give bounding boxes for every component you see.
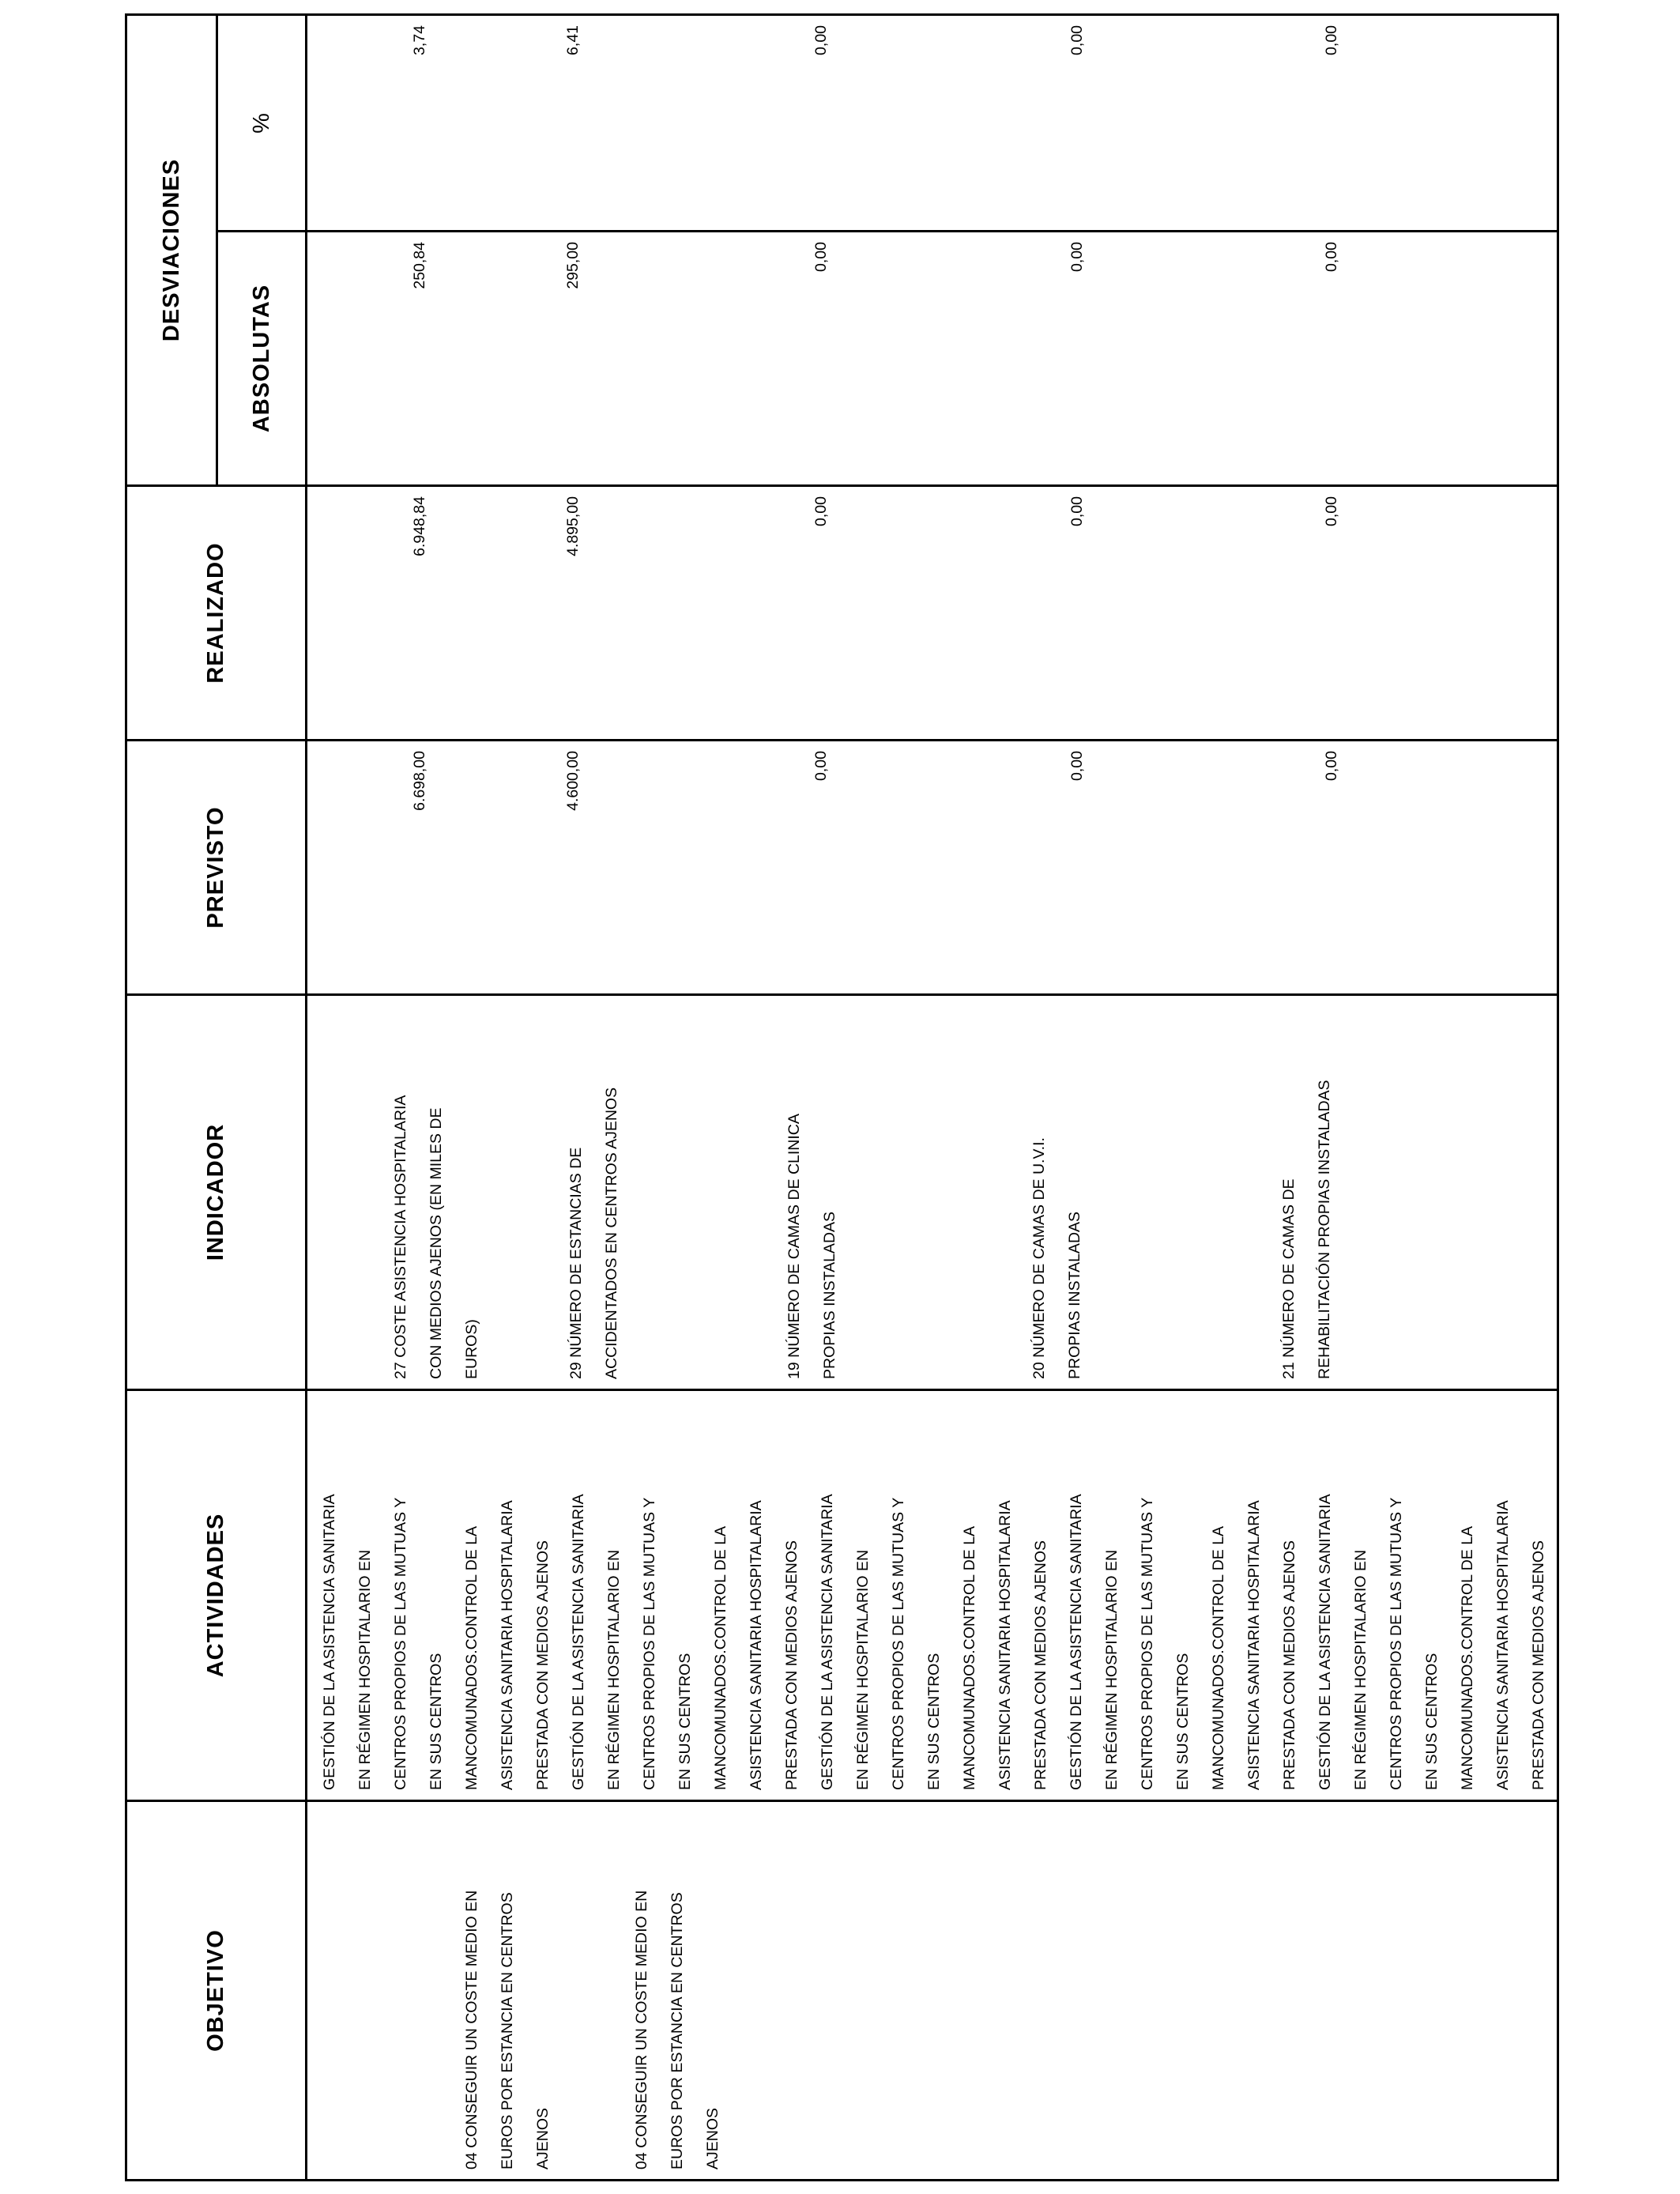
indicators-table	[125, 13, 1559, 2181]
objetivo-text: 04 CONSEGUIR UN COSTE MEDIO EN EUROS POR ESTANCIA EN CENTROS AJENOS	[633, 1890, 721, 2169]
realizado-value: 6.948,84	[411, 496, 428, 556]
indicador-text: 21 NÚMERO DE CAMAS DE REHABILITACIÓN PROPIAS INSTALADAS	[1280, 1080, 1333, 1379]
absolutas-value: 295,00	[564, 242, 582, 289]
previsto-value: 0,00	[1068, 751, 1086, 781]
absolutas-value: 0,00	[1068, 242, 1086, 272]
objetivo-text: 04 CONSEGUIR UN COSTE MEDIO EN EUROS POR ESTANCIA EN CENTROS AJENOS	[463, 1890, 552, 2169]
actividades-text: GESTIÓN DE LA ASISTENCIA SANITARIA EN RÉGIMEN HOSPITALARIO EN CENTROS PROPIOS DE LAS MUTUAS Y EN SUS CENTROS MANCOMUNADOS.CONTROL DE LA ASISTENCIA SANITARIA HOSPITALARIA PRESTADA CON MEDIOS AJENOS	[1317, 1494, 1547, 1790]
table-row	[307, 14, 1558, 2180]
absolutas-value: 250,84	[411, 242, 428, 289]
indicador-cell	[307, 995, 1558, 1390]
actividades-text: GESTIÓN DE LA ASISTENCIA SANITARIA EN RÉGIMEN HOSPITALARIO EN CENTROS PROPIOS DE LAS MUTUAS Y EN SUS CENTROS MANCOMUNADOS.CONTROL DE LA ASISTENCIA SANITARIA HOSPITALARIA PRESTADA CON MEDIOS AJENOS	[570, 1494, 800, 1790]
actividades-text: GESTIÓN DE LA ASISTENCIA SANITARIA EN RÉGIMEN HOSPITALARIO EN CENTROS PROPIOS DE LAS MUTUAS Y EN SUS CENTROS MANCOMUNADOS.CONTROL DE LA ASISTENCIA SANITARIA HOSPITALARIA PRESTADA CON MEDIOS AJENOS	[321, 1494, 552, 1790]
actividades-text: GESTIÓN DE LA ASISTENCIA SANITARIA EN RÉGIMEN HOSPITALARIO EN CENTROS PROPIOS DE LAS MUTUAS Y EN SUS CENTROS MANCOMUNADOS.CONTROL DE LA ASISTENCIA SANITARIA HOSPITALARIA PRESTADA CON MEDIOS AJENOS	[819, 1494, 1049, 1790]
previsto-value: 6.698,00	[411, 751, 428, 811]
previsto-value: 0,00	[1323, 751, 1340, 781]
header-desviaciones: DESVIACIONES	[126, 14, 217, 485]
absolutas-value: 0,00	[812, 242, 830, 272]
porcentaje-cell	[307, 14, 1558, 231]
indicador-text: 20 NÚMERO DE CAMAS DE U.V.I. PROPIAS INSTALADAS	[1030, 1137, 1083, 1379]
header-objetivo: OBJETIVO	[126, 1801, 307, 2181]
actividades-cell	[307, 1390, 1558, 1801]
actividades-text: GESTIÓN DE LA ASISTENCIA SANITARIA EN RÉGIMEN HOSPITALARIO EN CENTROS PROPIOS DE LAS MUTUAS Y EN SUS CENTROS MANCOMUNADOS.CONTROL DE LA ASISTENCIA SANITARIA HOSPITALARIA PRESTADA CON MEDIOS AJENOS	[1068, 1494, 1298, 1790]
porcentaje-value: 0,00	[812, 25, 830, 55]
objetivo-cell	[307, 1801, 1558, 2181]
porcentaje-value: 6,41	[564, 25, 582, 55]
previsto-cell	[307, 741, 1558, 995]
indicador-text: 29 NÚMERO DE ESTANCIAS DE ACCIDENTADOS EN CENTROS AJENOS	[567, 1087, 620, 1379]
absolutas-value: 0,00	[1323, 242, 1340, 272]
porcentaje-value: 0,00	[1323, 25, 1340, 55]
indicador-text: 19 NÚMERO DE CAMAS DE CLINICA PROPIAS INSTALADAS	[785, 1114, 838, 1379]
realizado-value: 4.895,00	[564, 496, 582, 556]
header-actividades: ACTIVIDADES	[126, 1390, 307, 1801]
header-indicador: INDICADOR	[126, 995, 307, 1390]
rotated-page	[125, 16, 1547, 2181]
realizado-value: 0,00	[1068, 496, 1086, 526]
realizado-value: 0,00	[1323, 496, 1340, 526]
header-realizado: REALIZADO	[126, 486, 307, 741]
realizado-cell	[307, 486, 1558, 741]
absolutas-cell	[307, 232, 1558, 486]
previsto-value: 4.600,00	[564, 751, 582, 811]
previsto-value: 0,00	[812, 751, 830, 781]
header-previsto: PREVISTO	[126, 741, 307, 995]
header-porcentaje: %	[217, 14, 307, 231]
indicador-text: 27 COSTE ASISTENCIA HOSPITALARIA CON MEDIOS AJENOS (EN MILES DE EUROS)	[392, 1095, 480, 1379]
realizado-value: 0,00	[812, 496, 830, 526]
porcentaje-value: 3,74	[411, 25, 428, 55]
header-absolutas: ABSOLUTAS	[217, 232, 307, 486]
porcentaje-value: 0,00	[1068, 25, 1086, 55]
